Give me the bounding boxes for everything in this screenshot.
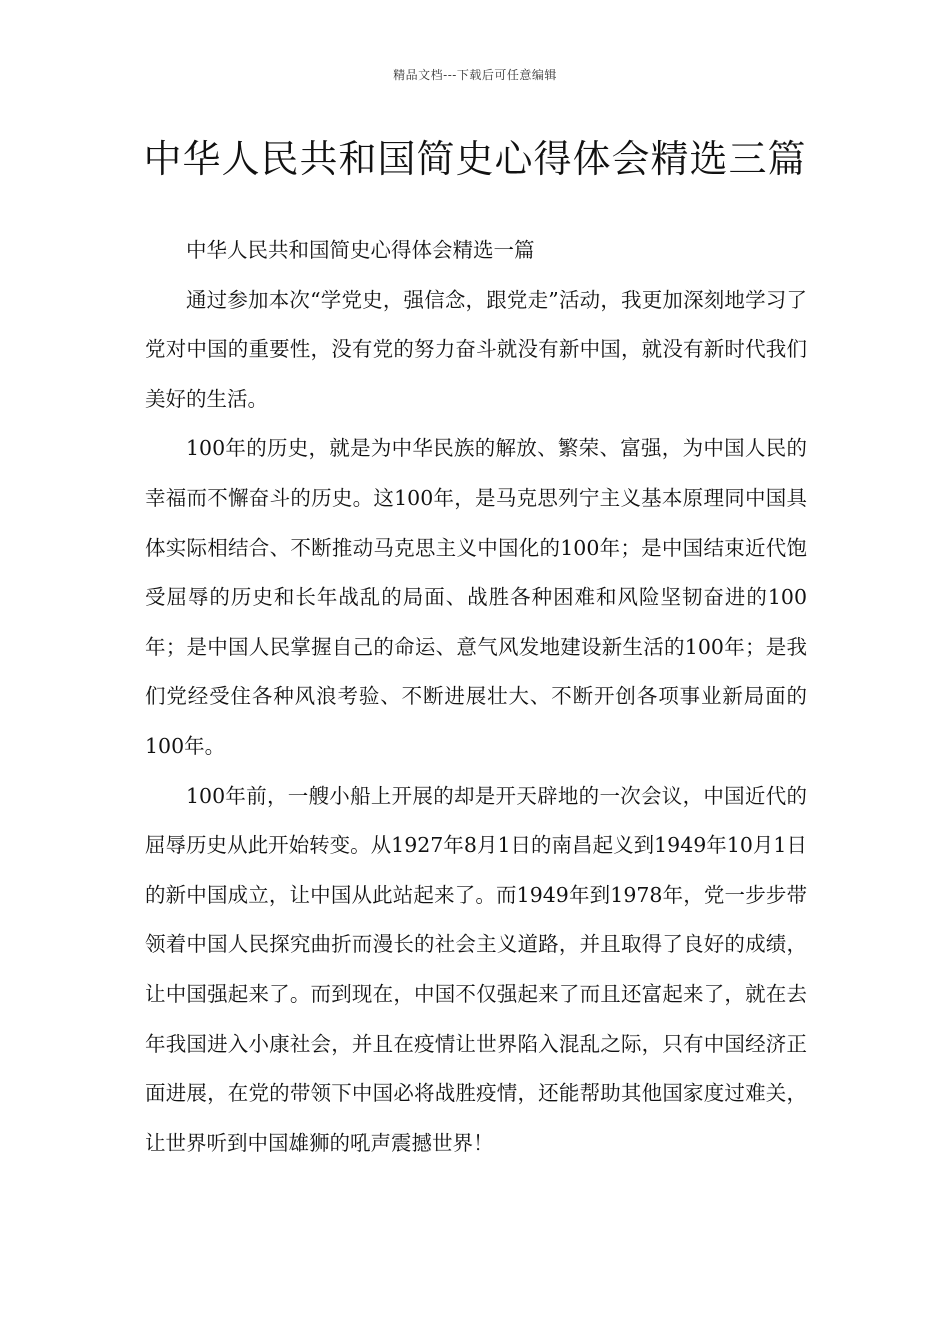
paragraph: 100年前，一艘小船上开展的却是开天辟地的一次会议，中国近代的屈辱历史从此开始转变。从1927年8月1日的南昌起义到1949年10月1日的新中国成立，让中国从此站起来了。而1949年到1978年，党一步步带领着中国人民探究曲折而漫长的社会主义道路，并且取得了良好的成绩，让中国强起来了。而到现在，中国不仅强起来了而且还富起来了，就在去年我国进入小康社会，并且在疫情让世界陷入混乱之际，只有中国经济正面进展，在党的带领下中国必将战胜疫情，还能帮助其他国家度过难关，让世界听到中国雄狮的吼声震撼世界！ xyxy=(145,783,807,1155)
document-body xyxy=(145,226,807,1168)
section-heading: 中华人民共和国简史心得体会精选一篇 xyxy=(186,238,535,262)
paragraph: 100年的历史，就是为中华民族的解放、繁荣、富强，为中国人民的幸福而不懈奋斗的历史。这100年，是马克思列宁主义基本原理同中国具体实际相结合、不断推动马克思主义中国化的100年；是中国结束近代饱受屈辱的历史和长年战乱的局面、战胜各种困难和风险坚韧奋进的100年；是中国人民掌握自己的命运、意气风发地建设新生活的100年；是我们党经受住各种风浪考验、不断进展壮大、不断开创各项事业新局面的100年。 xyxy=(145,436,807,758)
paragraph: 通过参加本次“学党史，强信念，跟党走”活动，我更加深刻地学习了党对中国的重要性，没有党的努力奋斗就没有新中国，就没有新时代我们美好的生活。 xyxy=(145,287,807,411)
header-note: 精品文档---下载后可任意编辑 xyxy=(393,68,557,82)
document-title: 中华人民共和国简史心得体会精选三篇 xyxy=(143,137,807,181)
